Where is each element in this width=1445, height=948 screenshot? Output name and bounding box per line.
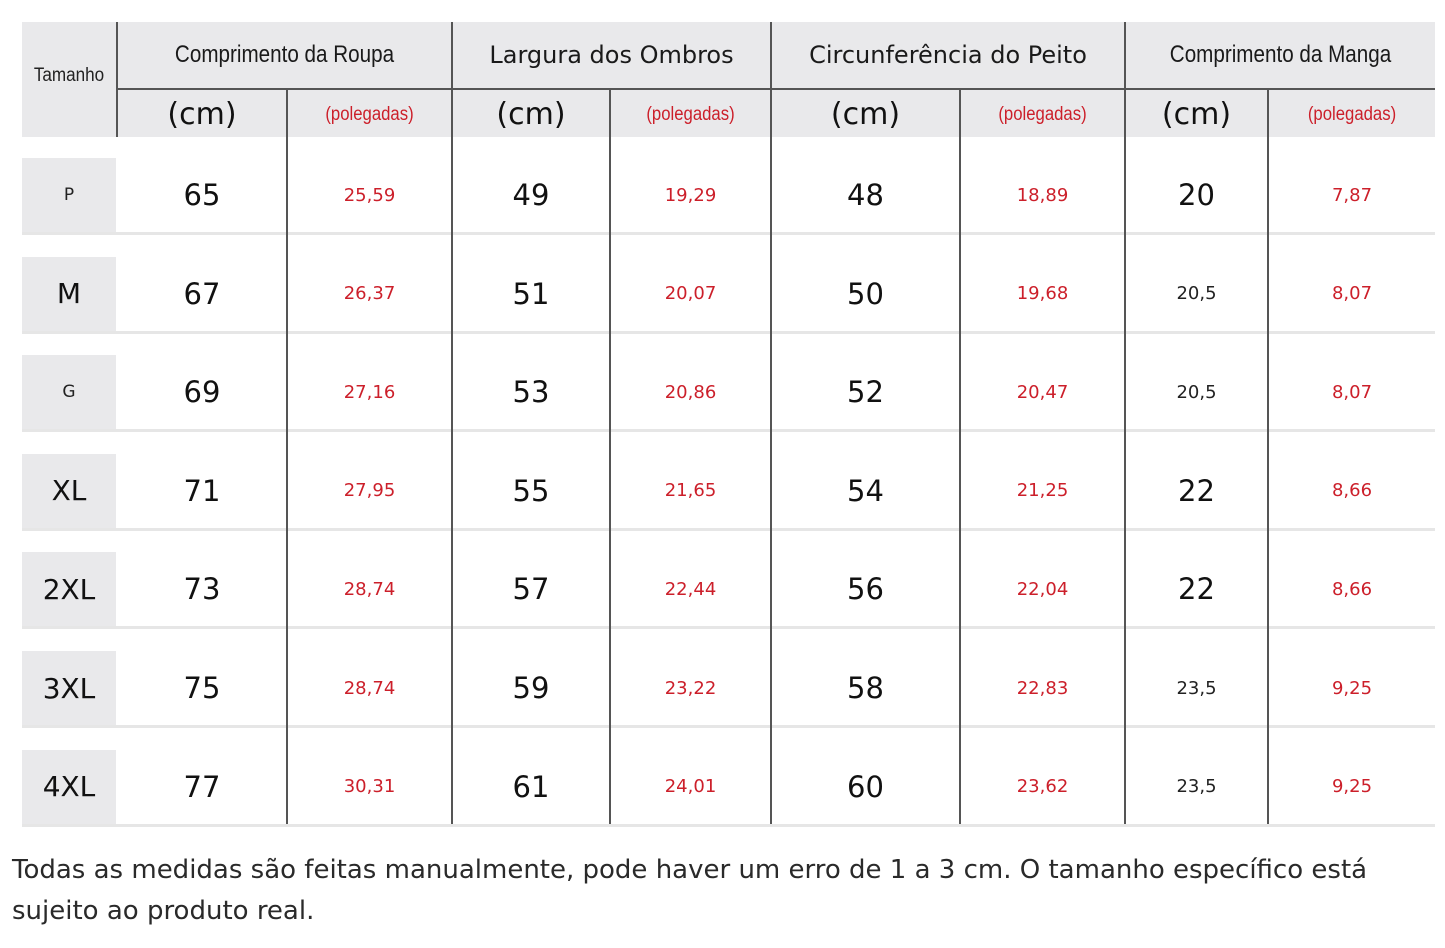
value-cm-cell: 22 xyxy=(1178,473,1215,508)
unit-header-inches: (polegadas) xyxy=(1307,103,1397,125)
size-label: 4XL xyxy=(42,770,96,804)
row-separator xyxy=(22,824,1435,827)
size-label: G xyxy=(62,382,76,403)
row-separator xyxy=(22,725,1435,728)
value-inches-cell: 7,87 xyxy=(1331,184,1373,206)
unit-header-cm: (cm) xyxy=(167,97,237,132)
value-cm-cell: 69 xyxy=(183,375,221,410)
unit-header-inches: (polegadas) xyxy=(998,103,1087,125)
unit-header-cm: (cm) xyxy=(830,97,901,132)
value-cm-cell: 20 xyxy=(1178,178,1215,212)
value-cm-cell: 23,5 xyxy=(1176,677,1217,699)
header-divider xyxy=(116,88,1435,90)
column-divider xyxy=(286,88,288,824)
value-cm-cell: 77 xyxy=(183,769,221,804)
size-chart-table xyxy=(22,22,1435,824)
row-separator xyxy=(22,626,1435,629)
unit-header-cm: (cm) xyxy=(1161,97,1232,132)
value-cm-cell: 67 xyxy=(183,276,221,311)
value-inches-cell: 18,89 xyxy=(1016,184,1069,206)
column-divider xyxy=(609,88,611,824)
value-inches-cell: 20,47 xyxy=(1016,381,1069,403)
unit-header-inches: (polegadas) xyxy=(646,103,735,125)
value-cm-cell: 48 xyxy=(847,178,884,212)
value-cm-cell: 49 xyxy=(512,178,550,212)
value-cm-cell: 61 xyxy=(512,769,550,804)
value-cm-cell: 71 xyxy=(183,473,221,508)
value-inches-cell: 22,44 xyxy=(664,578,717,600)
value-cm-cell: 52 xyxy=(847,375,884,410)
size-label: XL xyxy=(51,474,87,508)
size-label: M xyxy=(56,277,82,311)
unit-header-inches: (polegadas) xyxy=(325,103,414,125)
column-divider xyxy=(1124,22,1126,824)
value-cm-cell: 75 xyxy=(183,671,221,705)
value-cm-cell: 57 xyxy=(512,572,550,607)
value-inches-cell: 21,25 xyxy=(1016,480,1069,502)
value-inches-cell: 22,04 xyxy=(1016,578,1069,600)
row-separator xyxy=(22,528,1435,531)
row-separator xyxy=(22,429,1435,432)
measurement-note: Todas as medidas são feitas manualmente, pode haver um erro de 1 a 3 cm. O tamanho específico está sujeito ao produto real. xyxy=(12,855,1368,926)
value-inches-cell: 21,65 xyxy=(664,480,717,502)
value-cm-cell: 50 xyxy=(847,276,884,311)
group-header-shoulder-width: Largura dos Ombros xyxy=(489,41,734,69)
size-column-header: Tamanho xyxy=(33,65,105,86)
column-divider xyxy=(116,22,118,137)
value-cm-cell: 56 xyxy=(847,572,884,607)
value-inches-cell: 8,07 xyxy=(1331,283,1373,305)
value-inches-cell: 9,25 xyxy=(1331,677,1373,699)
value-inches-cell: 8,07 xyxy=(1331,381,1373,403)
value-cm-cell: 54 xyxy=(847,473,884,508)
value-inches-cell: 28,74 xyxy=(343,677,396,699)
value-inches-cell: 27,95 xyxy=(343,480,396,502)
size-label: P xyxy=(63,185,75,205)
value-cm-cell: 22 xyxy=(1178,572,1215,607)
value-cm-cell: 20,5 xyxy=(1176,283,1217,305)
column-divider xyxy=(451,22,453,824)
value-cm-cell: 65 xyxy=(183,178,221,212)
value-inches-cell: 23,22 xyxy=(664,677,717,699)
unit-header-cm: (cm) xyxy=(496,97,566,132)
group-header-garment-length: Comprimento da Roupa xyxy=(174,41,395,68)
value-inches-cell: 8,66 xyxy=(1331,578,1373,600)
value-inches-cell: 22,83 xyxy=(1016,677,1069,699)
value-cm-cell: 55 xyxy=(512,473,550,508)
value-inches-cell: 8,66 xyxy=(1331,480,1373,502)
value-inches-cell: 20,86 xyxy=(664,381,717,403)
value-cm-cell: 53 xyxy=(512,375,550,410)
value-inches-cell: 19,68 xyxy=(1016,283,1069,305)
size-label: 3XL xyxy=(42,671,96,705)
value-cm-cell: 20,5 xyxy=(1176,381,1217,403)
value-inches-cell: 24,01 xyxy=(664,776,717,798)
row-separator xyxy=(22,331,1435,334)
value-inches-cell: 9,25 xyxy=(1331,776,1373,798)
value-inches-cell: 20,07 xyxy=(664,283,717,305)
value-inches-cell: 27,16 xyxy=(343,381,396,403)
column-divider xyxy=(770,22,772,824)
value-cm-cell: 51 xyxy=(512,276,550,311)
row-separator xyxy=(22,232,1435,235)
value-inches-cell: 26,37 xyxy=(343,283,396,305)
group-header-sleeve-length: Comprimento da Manga xyxy=(1169,41,1392,68)
value-inches-cell: 23,62 xyxy=(1016,776,1069,798)
value-cm-cell: 23,5 xyxy=(1176,776,1217,798)
size-label: 2XL xyxy=(42,572,96,606)
column-divider xyxy=(959,88,961,824)
value-cm-cell: 58 xyxy=(847,671,884,705)
value-inches-cell: 30,31 xyxy=(343,776,396,798)
value-cm-cell: 73 xyxy=(183,572,221,607)
column-divider xyxy=(1267,88,1269,824)
group-header-chest-circumference: Circunferência do Peito xyxy=(809,41,1087,69)
value-inches-cell: 19,29 xyxy=(664,184,717,206)
value-inches-cell: 25,59 xyxy=(343,184,396,206)
value-inches-cell: 28,74 xyxy=(343,578,396,600)
value-cm-cell: 59 xyxy=(512,671,550,705)
value-cm-cell: 60 xyxy=(847,769,884,804)
